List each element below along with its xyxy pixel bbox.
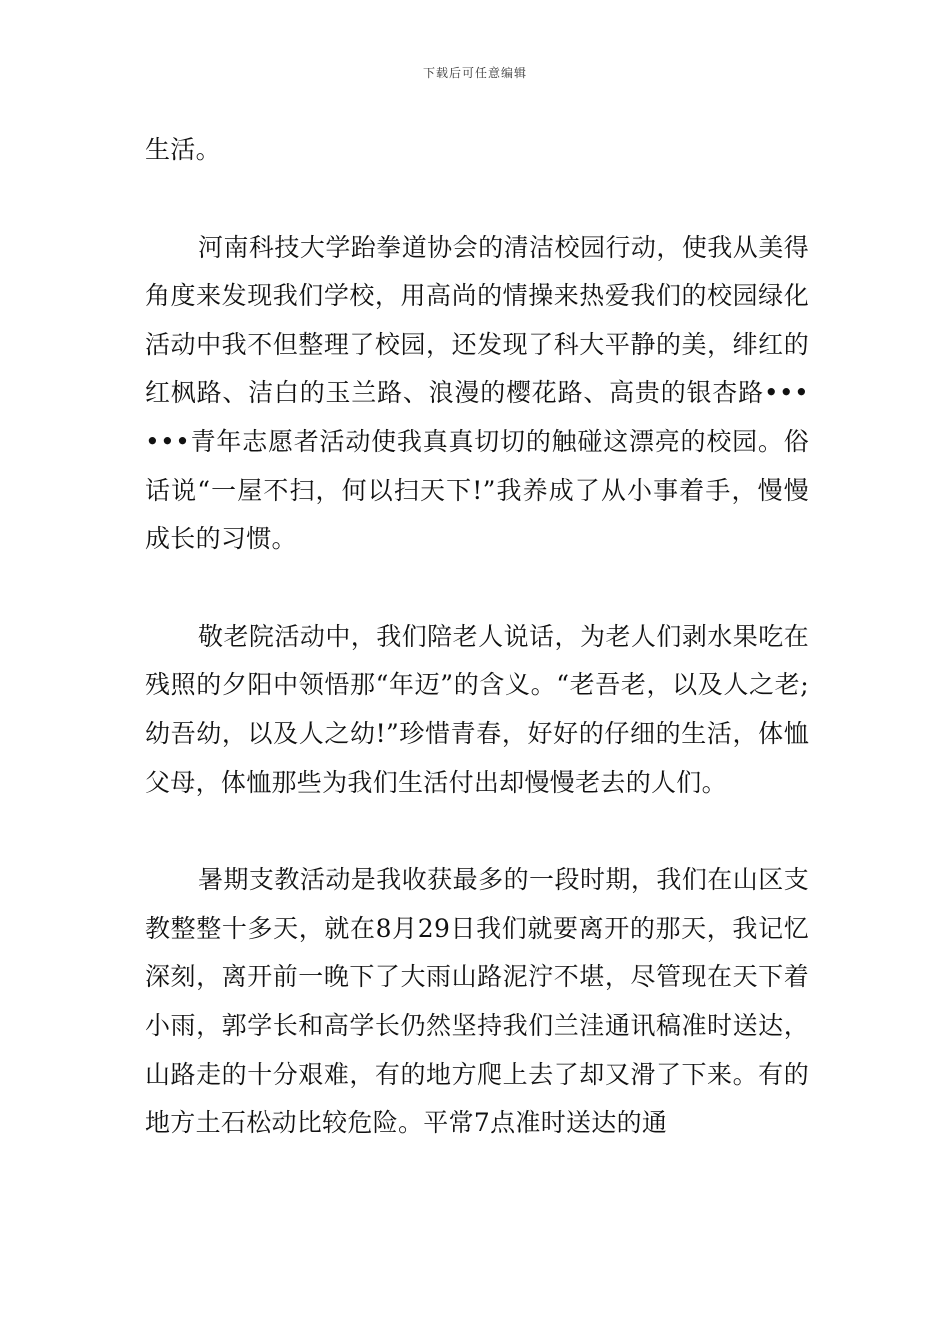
paragraph-gap [145,564,809,613]
paragraph-4: 暑期支教活动是我收获最多的一段时期，我们在山区支教整整十多天，就在8月29日我们就要离开的那天，我记忆深刻，离开前一晚下了大雨山路泥泞不堪，尽管现在天下着小雨，郭学长和高学长仍然坚持我们兰洼通讯稿准时送达，山路走的十分艰难，有的地方爬上去了却又滑了下来。有的地方土石松动比较危险。平常7点准时送达的通 [145,865,809,1138]
paragraph-2: 河南科技大学跆拳道协会的清洁校园行动，使我从美得角度来发现我们学校，用高尚的情操来热爱我们的校园绿化活动中我不但整理了校园，还发现了科大平静的美，绯红的红枫路、洁白的玉兰路、浪漫的樱花路、高贵的银杏路••••••青年志愿者活动使我真真切切的触碰这漂亮的校园。俗话说“一屋不扫，何以扫天下!”我养成了从小事着手，慢慢成长的习惯。 [145,232,809,554]
paragraph-gap [145,807,809,856]
paragraph-1: 生活。 [145,135,221,164]
paragraph-gap [145,175,809,224]
document-body [145,126,809,1148]
page-header: 下载后可任意编辑 [422,66,527,80]
paragraph-3: 敬老院活动中，我们陪老人说话，为老人们剥水果吃在残照的夕阳中领悟那“年迈”的含义。“老吾老，以及人之老;幼吾幼，以及人之幼!”珍惜青春，好好的仔细的生活，体恤父母，体恤那些为我们生活付出却慢慢老去的人们。 [145,621,809,797]
